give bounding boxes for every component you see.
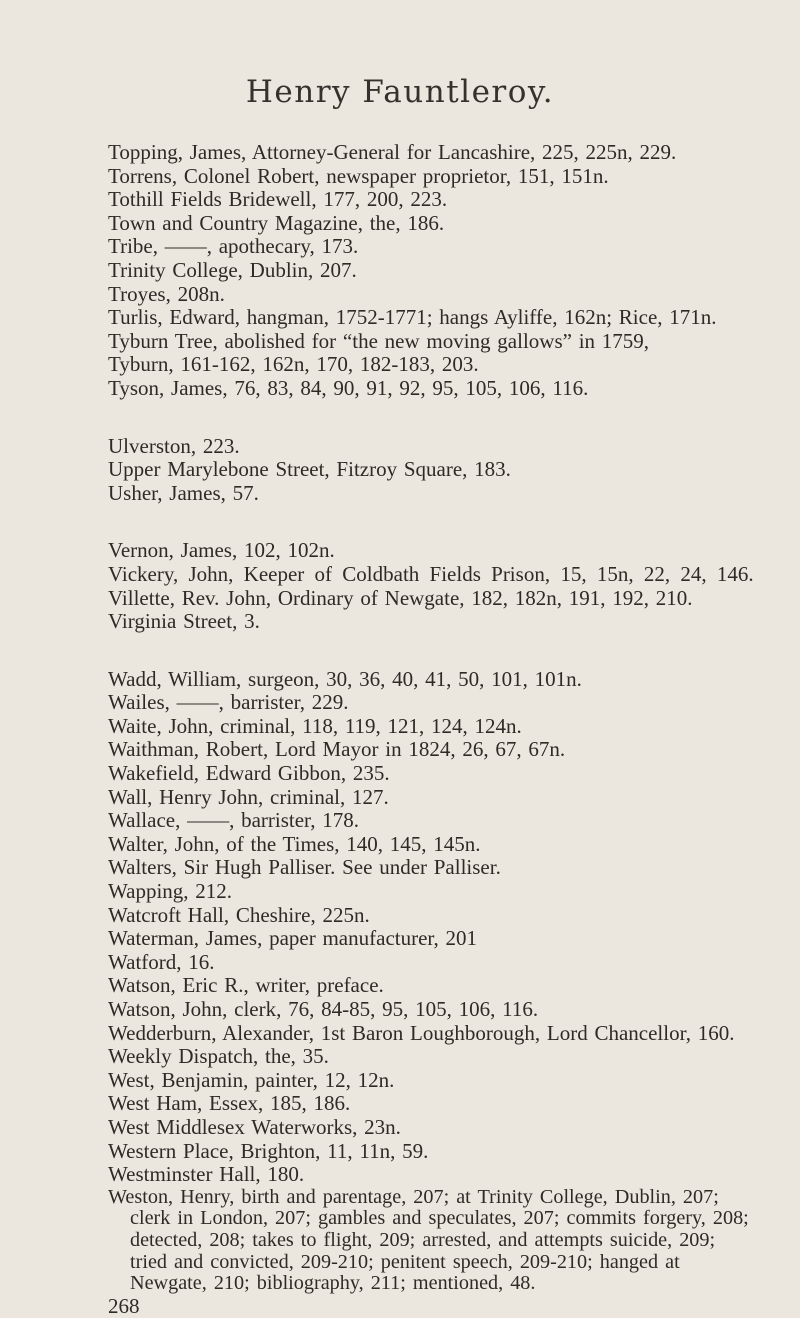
index-entry: West Ham, Essex, 185, 186. (108, 1091, 351, 1116)
index-entry: Watson, John, clerk, 76, 84-85, 95, 105, 106, 116. (108, 997, 539, 1021)
index-entry: Wakefield, Edward Gibbon, 235. (108, 761, 390, 786)
index-entry: Wallace, ——, barrister, 178. (108, 808, 359, 833)
group-gap (108, 401, 758, 435)
index-entry: Waterman, James, paper manufacturer, 201 (108, 926, 478, 951)
index-entry: Upper Marylebone Street, Fitzroy Square, 183. (108, 457, 511, 482)
index-entry: Troyes, 208n. (108, 281, 225, 306)
index-entry: Western Place, Brighton, 11, 11n, 59. (108, 1138, 429, 1163)
index-group-v (108, 539, 758, 633)
index-entry: Weekly Dispatch, the, 35. (108, 1044, 329, 1069)
index-entry: Watford, 16. (108, 949, 215, 974)
index-group-w (108, 668, 758, 1295)
index-entry: Turlis, Edward, hangman, 1752-1771; hangs Ayliffe, 162n; Rice, 171n. (108, 305, 717, 330)
index-entry: Vernon, James, 102, 102n. (108, 538, 335, 563)
group-gap (108, 505, 758, 539)
index-entry: Town and Country Magazine, the, 186. (108, 210, 445, 235)
index-entry: Trinity College, Dublin, 207. (108, 257, 357, 282)
index-entry: Wedderburn, Alexander, 1st Baron Loughborough, Lord Chancellor, 160. (108, 1020, 735, 1045)
index-entry: Wapping, 212. (108, 879, 233, 904)
index-entry: Watcroft Hall, Cheshire, 225n. (108, 902, 370, 927)
index-entry: Tyburn Tree, abolished for “the new moving gallows” in 1759, (108, 328, 650, 353)
index-entry: Torrens, Colonel Robert, newspaper proprietor, 151, 151n. (108, 163, 609, 188)
index-entry: Wailes, ——, barrister, 229. (108, 690, 349, 715)
index-list (108, 141, 758, 1317)
index-entry: Tothill Fields Bridewell, 177, 200, 223. (108, 187, 448, 212)
group-gap (108, 634, 758, 668)
index-entry: Waithman, Robert, Lord Mayor in 1824, 26, 67, 67n. (108, 737, 566, 762)
index-entry: West Middlesex Waterworks, 23n. (108, 1114, 401, 1139)
index-entry: Walters, Sir Hugh Palliser. See under Palliser. (108, 855, 501, 880)
index-entry: Vickery, John, Keeper of Coldbath Fields Prison, 15, 15n, 22, 24, 146. (108, 561, 754, 586)
index-entry: Virginia Street, 3. (108, 609, 260, 634)
index-entry: Watson, Eric R., writer, preface. (108, 973, 384, 998)
page-number: 268 (108, 1293, 140, 1318)
index-entry: Ulverston, 223. (108, 433, 240, 458)
index-entry: Weston, Henry, birth and parentage, 207; at Trinity College, Dublin, 207; clerk in London, 207; gambles and speculates, 207; commits forgery, 208; detected, 208; takes to flight, 209; arrested, and attempts suicide, 209; tried and convicted, 209-210; penitent speech, 209-210; hanged at Newgate, 210; bibliography, 211; mentioned, 48. (108, 1185, 749, 1295)
index-entry: Wall, Henry John, criminal, 127. (108, 784, 389, 809)
index-entry: Tyson, James, 76, 83, 84, 90, 91, 92, 95, 105, 106, 116. (108, 375, 589, 400)
index-entry: Usher, James, 57. (108, 480, 259, 505)
index-entry: Tribe, ——, apothecary, 173. (108, 234, 359, 259)
index-entry: Westminster Hall, 180. (108, 1162, 305, 1187)
index-entry: West, Benjamin, painter, 12, 12n. (108, 1067, 395, 1092)
index-entry: Wadd, William, surgeon, 30, 36, 40, 41, 50, 101, 101n. (108, 666, 582, 691)
index-entry: Topping, James, Attorney-General for Lancashire, 225, 225n, 229. (108, 140, 677, 164)
index-entry: Tyburn, 161-162, 162n, 170, 182-183, 203. (108, 352, 479, 377)
index-group-t (108, 141, 758, 401)
index-entry: Waite, John, criminal, 118, 119, 121, 124, 124n. (108, 713, 522, 738)
index-group-u (108, 435, 758, 506)
running-head: Henry Fauntleroy. (245, 74, 555, 110)
index-entry: Villette, Rev. John, Ordinary of Newgate, 182, 182n, 191, 192, 210. (108, 585, 693, 610)
index-entry: Walter, John, of the Times, 140, 145, 145n. (108, 831, 481, 856)
